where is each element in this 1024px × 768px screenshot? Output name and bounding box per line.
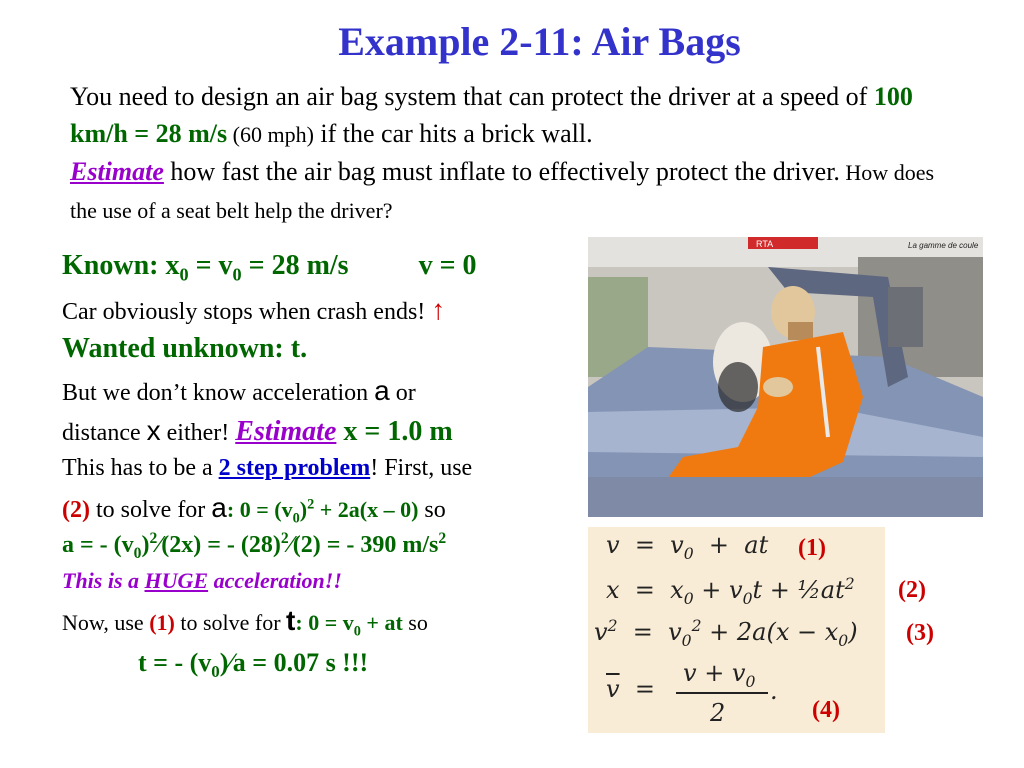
fraction-bar	[676, 692, 768, 694]
sign-rta: RTA	[756, 239, 774, 249]
problem-statement	[70, 78, 950, 229]
up-arrow-icon: ↑	[431, 295, 446, 326]
intro-text-3: how fast the air bag must inflate to effectively protect the driver.	[163, 157, 840, 186]
slide-title: Example 2-11: Air Bags	[338, 19, 741, 64]
time-result: t = - $(v_0)⁄a = 0.07$ s !!!	[138, 648, 369, 682]
wanted-line: Wanted unknown: t.	[62, 333, 308, 364]
huge-line: This is a HUGE acceleration!!	[62, 568, 342, 593]
equation-2: $x = x_0 + v_0t$ + $\frac{1}{2}at^2$	[606, 575, 855, 608]
distance-line: distance x either! Estimate x = 1.0 m	[62, 415, 453, 447]
acceleration-result: a = - $(v_0)^2⁄(2x)$ = - $(28)^2⁄(2)$ = - 390 $m/s^2$	[62, 530, 447, 562]
distance-estimate: x = 1.0 m	[336, 416, 453, 447]
final-velocity: v = 0	[418, 250, 477, 281]
eq1-line: Now, use (1) to solve for t: $0 = v_0$ + at so	[62, 605, 428, 640]
equation-4: $\overline{v}$ =	[606, 675, 655, 703]
eq2-line: (2) to solve for a: $0 = (v_0)^2 + 2a(x - 0)$ so	[62, 492, 446, 527]
equation-3-label: (3)	[906, 620, 934, 646]
known-line: Known: $x_0 = v_0 = 28$ m/s v = 0	[62, 250, 477, 285]
estimate-link: Estimate	[235, 416, 337, 447]
intro-question: How does the use of a seat belt help the driver?	[70, 160, 935, 223]
two-step-link: 2 step problem	[218, 455, 371, 481]
kinematic-equations-box: $v = v_0$ + at $x = x_0 + v_0t$ + $\frac{1}{2}at^2$ $v^2 = v_0^2 + 2a(x - x_0)$ $\overline{v}$ = $v + v_0$ 2 .	[588, 527, 885, 733]
acceleration-line: But we don’t know acceleration a or	[62, 375, 416, 406]
equation-1-label: (1)	[798, 535, 826, 561]
equation-4-denominator: 2	[710, 699, 726, 727]
speed-value: 100 km/h = 28 m/s	[70, 82, 913, 148]
intro-text-2: if the car hits a brick wall.	[313, 119, 593, 148]
crash-test-photo	[588, 237, 983, 517]
equation-2-applied: : $0 = (v_0)^2 + 2a(x - 0)$	[226, 496, 419, 527]
equation-2-label: (2)	[898, 577, 926, 603]
equation-1: $v = v_0$ + at	[606, 531, 769, 563]
estimate-label: Estimate	[70, 157, 164, 186]
intro-text-1: You need to design an air bag system that can protect the driver at a speed of	[70, 82, 874, 111]
equation-3: $v^2 = v_0^2 + 2a(x - x_0)$	[594, 617, 858, 650]
two-step-line: This has to be a 2 step problem! First, use	[62, 455, 473, 481]
equation-4-numerator: $v + v_0$	[683, 659, 756, 691]
equation-1-applied: : $0 = v_0$ + at	[295, 610, 403, 640]
equation-4-label: (4)	[812, 697, 840, 723]
sign-text: La gamme de coule	[908, 241, 979, 250]
stops-line: Car obviously stops when crash ends! ↑	[62, 295, 446, 326]
mph-value: (60 mph)	[227, 122, 314, 147]
